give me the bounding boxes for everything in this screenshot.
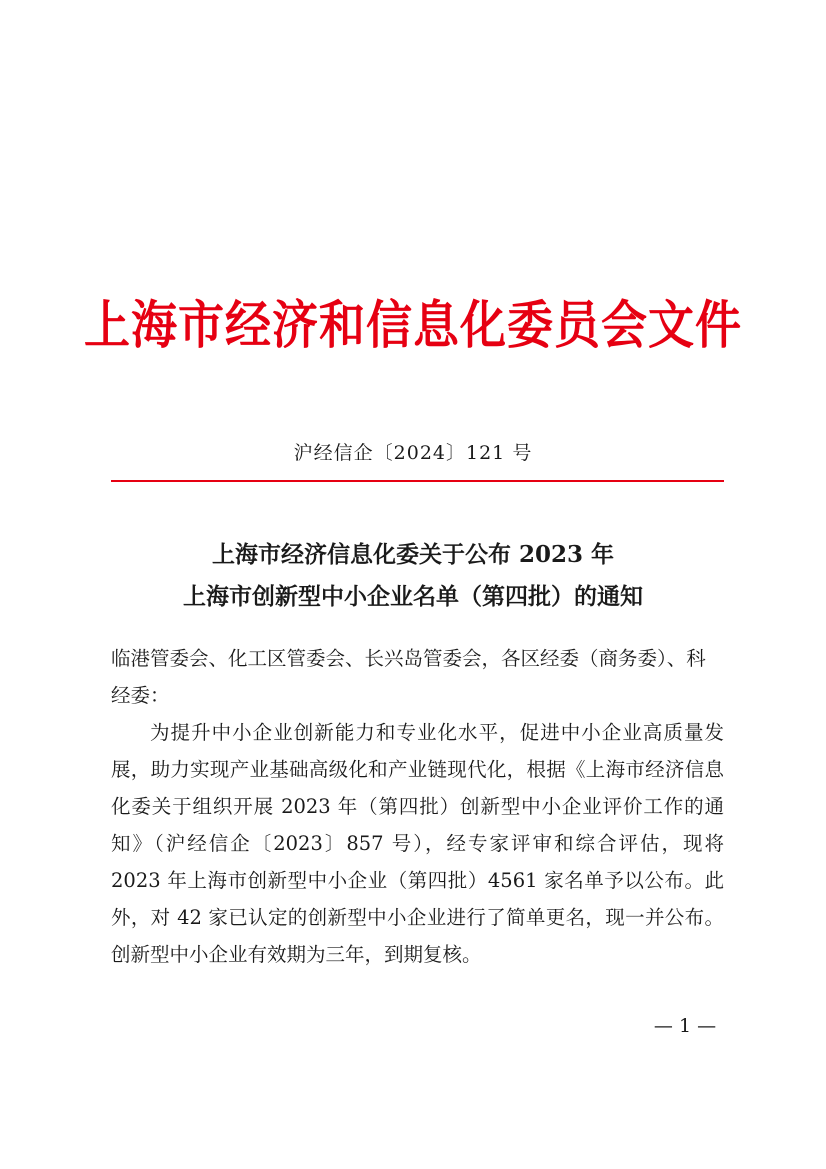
document-number: 沪经信企〔2024〕121 号 (293, 442, 533, 464)
addressee-line: 临港管委会、化工区管委会、长兴岛管委会，各区经委（商务委）、科经委： (111, 647, 706, 707)
notice-body (111, 640, 724, 973)
notice-title (0, 534, 826, 618)
document-header-title: 上海市经济和信息化委员会文件 (84, 294, 742, 356)
red-divider-line (111, 480, 724, 482)
notice-title-line-2: 上海市创新型中小企业名单（第四批）的通知 (183, 583, 643, 610)
body-paragraph: 为提升中小企业创新能力和专业化水平，促进中小企业高质量发展，助力实现产业基础高级化和产业链现代化，根据《上海市经济信息化委关于组织开展 2023 年（第四批）创新型中小企业评价工作的通知》（沪经信企〔2023〕857 号），经专家评审和综合评估，现将 2023 年上海市创新型中小企业（第四批）4561 家名单予以公布。此外，对 42 家已认定的创新型中小企业进行了简单更名，现一并公布。创新型中小企业有效期为三年，到期复核。 (111, 721, 724, 966)
page-number: — 1 — (653, 1015, 717, 1037)
notice-title-line-1: 上海市经济信息化委关于公布 2023 年 (211, 541, 615, 568)
